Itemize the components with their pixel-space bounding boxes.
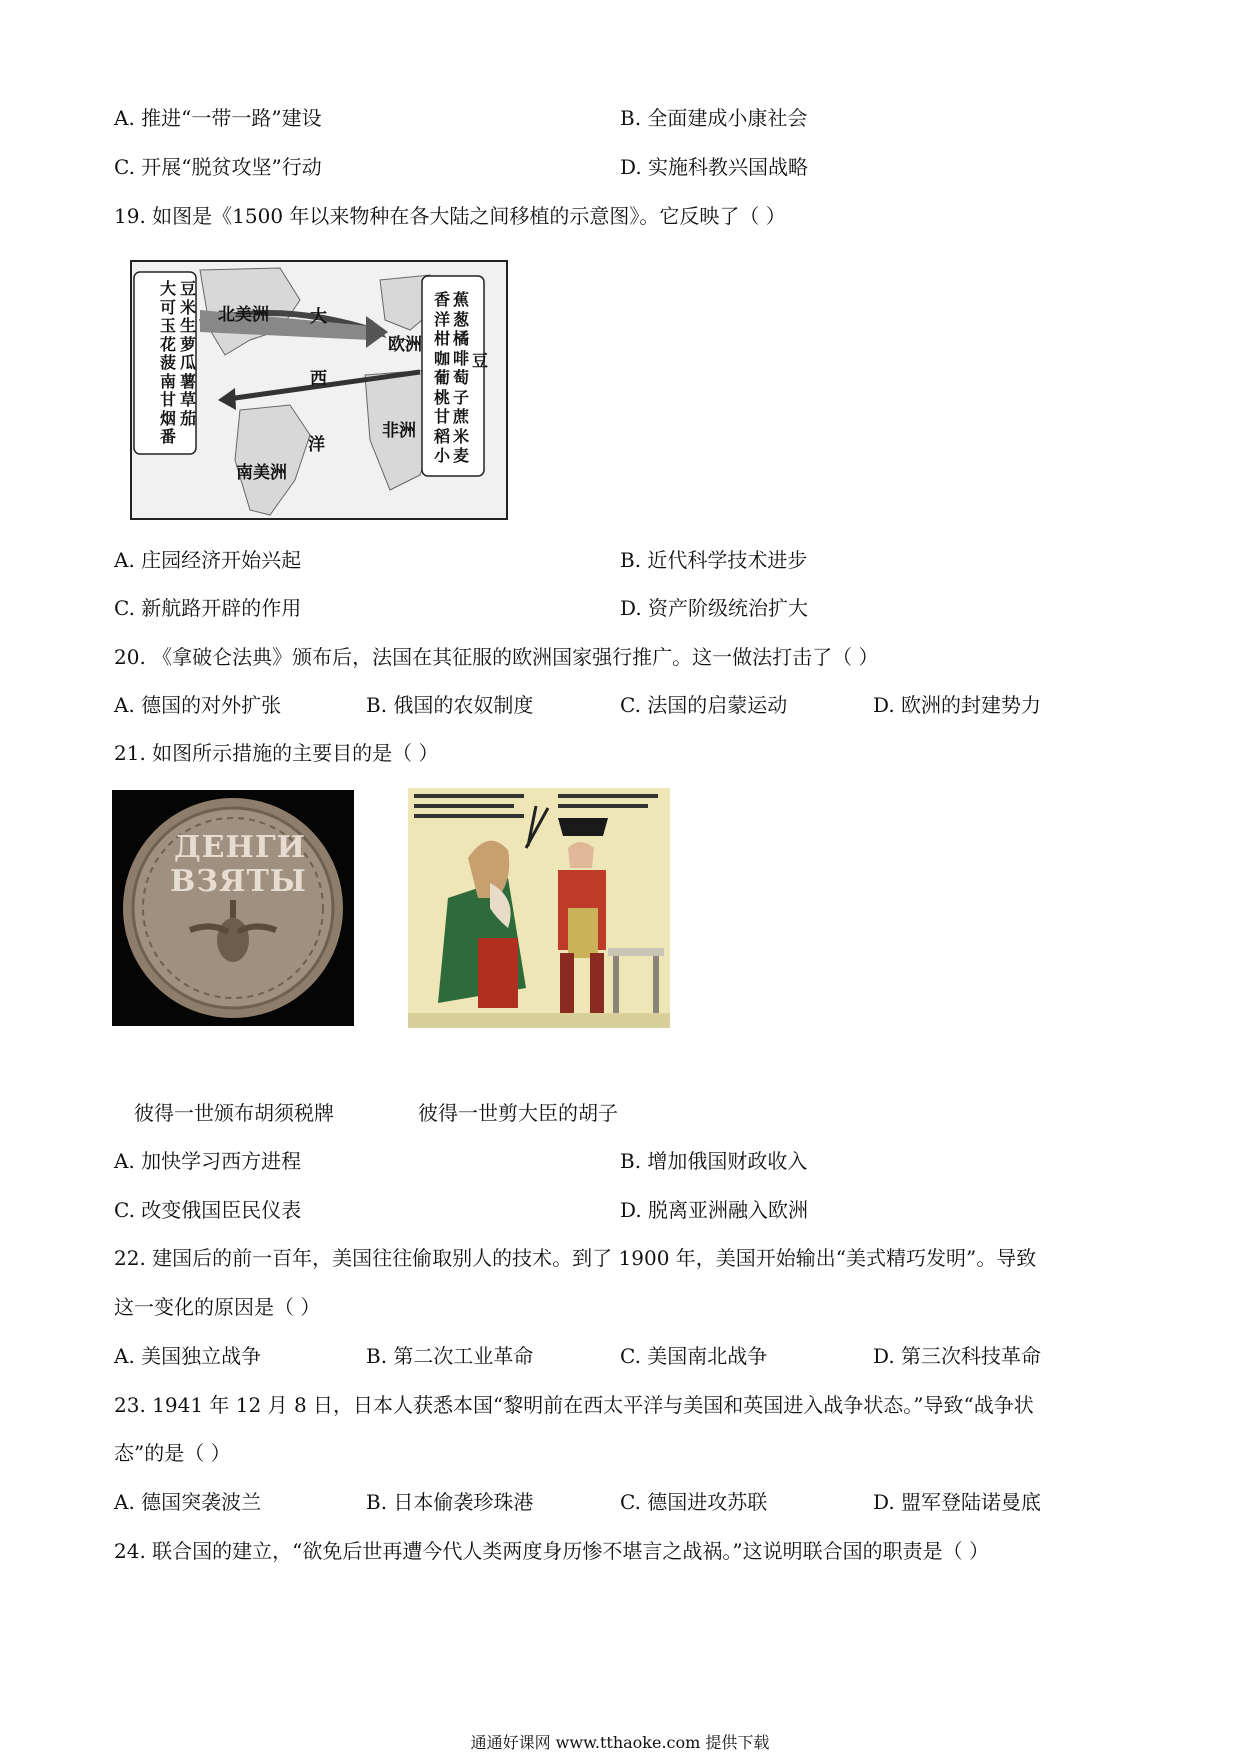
left-box-col2: 豆米生萝瓜薯草茄	[180, 279, 197, 428]
question-20-stem: 20. 《拿破仑法典》颁布后，法国在其征服的欧洲国家强行推广。这一做法打击了（ ）	[114, 645, 879, 669]
q21-option-b: B. 增加俄国财政收入	[620, 1149, 808, 1173]
option-d: D. 实施科教兴国战略	[620, 155, 809, 179]
label-europe: 欧洲	[388, 335, 422, 355]
q22-option-b: B. 第二次工业革命	[366, 1344, 534, 1368]
label-north-america: 北美洲	[218, 305, 269, 325]
question-21-stem: 21. 如图所示措施的主要目的是（ ）	[114, 741, 439, 765]
question-22-stem-line2: 这一变化的原因是（ ）	[114, 1295, 321, 1319]
q20-option-a: A. 德国的对外扩张	[114, 693, 282, 717]
q19-option-c: C. 新航路开辟的作用	[114, 596, 302, 620]
coin-text-line1: ДЕНГИ	[174, 830, 306, 865]
option-a: A. 推进“一带一路”建设	[114, 106, 322, 130]
left-box-col1: 大可玉花菠南甘烟番	[160, 279, 177, 446]
peter-cutting-beard-painting	[408, 788, 670, 1028]
coin-text-line2: ВЗЯТЫ	[170, 864, 307, 899]
q21-option-d: D. 脱离亚洲融入欧洲	[620, 1198, 809, 1222]
coin-caption: 彼得一世颁布胡须税牌	[134, 1101, 334, 1125]
q19-option-a: A. 庄园经济开始兴起	[114, 548, 302, 572]
option-b: B. 全面建成小康社会	[620, 106, 808, 130]
label-africa: 非洲	[382, 421, 416, 441]
q19-option-b: B. 近代科学技术进步	[620, 548, 808, 572]
painting-caption: 彼得一世剪大臣的胡子	[418, 1101, 618, 1125]
q19-option-d: D. 资产阶级统治扩大	[620, 596, 809, 620]
label-da: 大	[310, 307, 327, 327]
q20-option-b: B. 俄国的农奴制度	[366, 693, 534, 717]
q22-option-a: A. 美国独立战争	[114, 1344, 262, 1368]
q22-option-d: D. 第三次科技革命	[873, 1344, 1042, 1368]
question-19-stem: 19. 如图是《1500 年以来物种在各大陆之间移植的示意图》。它反映了（ ）	[114, 204, 786, 228]
q23-option-a: A. 德国突袭波兰	[114, 1490, 262, 1514]
right-box-extra: 豆	[472, 351, 489, 370]
right-box-col2: 蕉葱橘啡萄子蔗米麦	[453, 290, 470, 465]
q22-option-c: C. 美国南北战争	[620, 1344, 768, 1368]
q20-option-c: C. 法国的启蒙运动	[620, 693, 788, 717]
q23-option-d: D. 盟军登陆诺曼底	[873, 1490, 1042, 1514]
beard-tax-token-image	[112, 790, 354, 1026]
question-23-stem-line1: 23. 1941 年 12 月 8 日，日本人获悉本国“黎明前在西太平洋与美国和英国进入战争状态。”导致“战争状	[114, 1393, 1034, 1417]
question-24-stem: 24. 联合国的建立，“欲免后世再遭今代人类两度身历惨不堪言之战祸。”这说明联合国的职责是（ ）	[114, 1539, 989, 1563]
label-xi: 西	[310, 369, 327, 389]
q23-option-b: B. 日本偷袭珍珠港	[366, 1490, 534, 1514]
q23-option-c: C. 德国进攻苏联	[620, 1490, 768, 1514]
option-c: C. 开展“脱贫攻坚”行动	[114, 155, 322, 179]
question-23-stem-line2: 态”的是（ ）	[114, 1441, 231, 1465]
q21-option-a: A. 加快学习西方进程	[114, 1149, 302, 1173]
page-footer: 通通好课网 www.tthaoke.com 提供下载	[470, 1733, 770, 1752]
right-box-col1: 香洋柑咖葡桃甘稻小	[434, 290, 451, 465]
species-migration-map	[130, 260, 510, 522]
label-yang: 洋	[308, 435, 325, 455]
question-22-stem-line1: 22. 建国后的前一百年，美国往往偷取别人的技术。到了 1900 年，美国开始输出“美式精巧发明”。导致	[114, 1246, 1037, 1270]
label-south-america: 南美洲	[236, 463, 287, 483]
q20-option-d: D. 欧洲的封建势力	[873, 693, 1042, 717]
q21-option-c: C. 改变俄国臣民仪表	[114, 1198, 302, 1222]
